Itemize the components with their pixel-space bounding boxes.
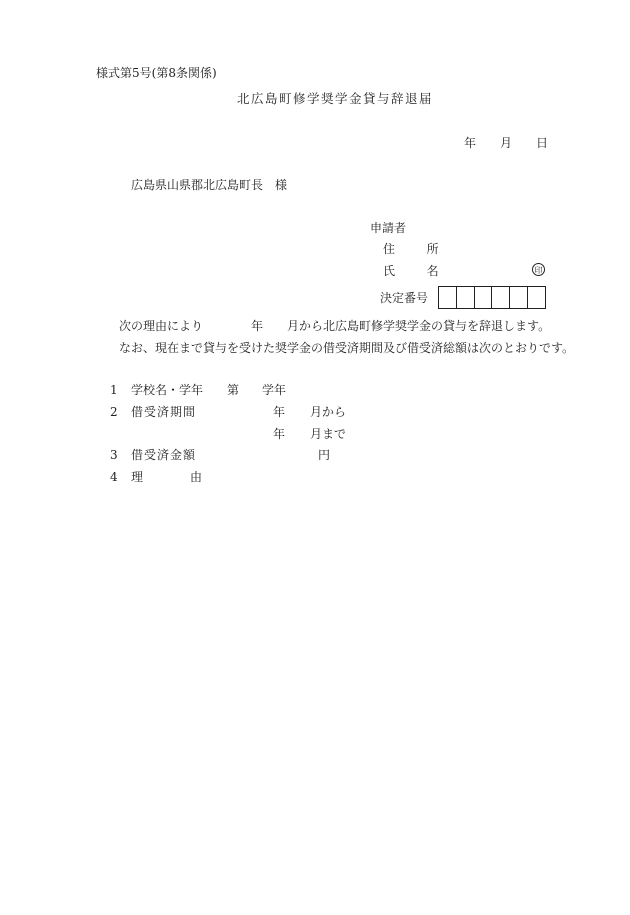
address-label-char-1: 住 bbox=[383, 242, 396, 256]
item-4-label-char-2: 由 bbox=[190, 470, 203, 484]
body-line-1-year: 年 bbox=[251, 319, 264, 333]
decision-number-box[interactable] bbox=[439, 287, 457, 308]
decision-number-box[interactable] bbox=[492, 287, 510, 308]
item-2-label: 借受済期間 bbox=[131, 405, 197, 419]
name-label-char-1: 氏 bbox=[383, 264, 396, 278]
form-number: 様式第5号(第8条関係) bbox=[96, 66, 217, 80]
item-2-month-from: 月から bbox=[310, 405, 347, 419]
decision-number-label: 決定番号 bbox=[380, 291, 429, 305]
body-line-1-part-c: 月から北広島町修学奨学金の貸与を辞退します。 bbox=[287, 319, 551, 333]
document-title: 北広島町修学奨学金貸与辞退届 bbox=[237, 91, 434, 106]
decision-number-boxes[interactable] bbox=[438, 286, 546, 309]
decision-number-box[interactable] bbox=[528, 287, 545, 308]
item-2-number: 2 bbox=[110, 405, 118, 419]
decision-number-box[interactable] bbox=[457, 287, 475, 308]
address-label bbox=[383, 243, 439, 255]
item-1-label: 学校名・学年 bbox=[131, 383, 204, 397]
date-year-label: 年 bbox=[464, 136, 477, 150]
decision-number-box[interactable] bbox=[475, 287, 493, 308]
seal-icon: 印 bbox=[532, 263, 545, 276]
item-2-year-from: 年 bbox=[273, 405, 286, 419]
item-2-year-to: 年 bbox=[273, 427, 286, 441]
item-3-yen: 円 bbox=[318, 448, 331, 462]
item-3-number: 3 bbox=[110, 448, 118, 462]
applicant-label: 申請者 bbox=[370, 221, 407, 235]
name-label-char-2: 名 bbox=[426, 264, 439, 278]
address-label-char-2: 所 bbox=[426, 242, 439, 256]
item-1-dai: 第 bbox=[227, 383, 240, 397]
decision-number-box[interactable] bbox=[510, 287, 528, 308]
body-line-1 bbox=[119, 320, 550, 332]
body-line-1-part-a: 次の理由により bbox=[119, 319, 204, 333]
item-4-label-char-1: 理 bbox=[131, 470, 144, 484]
addressee: 広島県山県郡北広島町長 様 bbox=[131, 178, 288, 192]
item-1-number: 1 bbox=[110, 383, 118, 397]
date-day-label: 日 bbox=[536, 136, 549, 150]
date-month-label: 月 bbox=[500, 136, 513, 150]
item-4-number: 4 bbox=[110, 470, 118, 484]
item-2-month-to: 月まで bbox=[310, 427, 347, 441]
name-label bbox=[383, 265, 439, 277]
item-1-gakunen: 学年 bbox=[262, 383, 287, 397]
item-3-label: 借受済金額 bbox=[131, 448, 197, 462]
body-line-2: なお、現在まで貸与を受けた奨学金の借受済期間及び借受済総額は次のとおりです。 bbox=[119, 341, 575, 355]
